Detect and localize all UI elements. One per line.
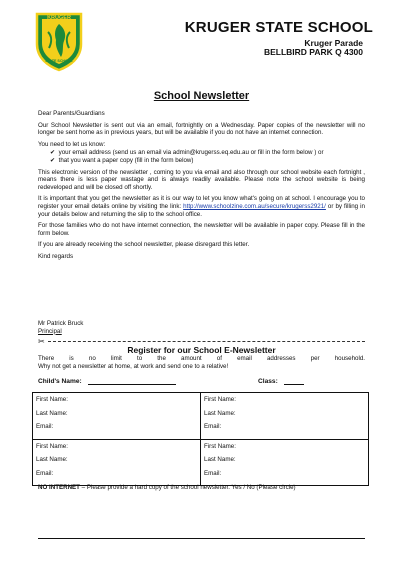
salutation: Dear Parents/Guardians [38, 110, 105, 117]
crest-text-top: KRUGER [47, 15, 71, 21]
bottom-rule [38, 538, 365, 539]
school-name: KRUGER STATE SCHOOL [184, 19, 373, 36]
register-text [38, 355, 365, 370]
class-field[interactable] [284, 384, 304, 385]
no-internet-label: NO INTERNET [38, 484, 80, 491]
form-cell[interactable] [33, 393, 201, 440]
letter-body [38, 110, 365, 265]
register-line-2: Why not get a newsletter at home, at work and send one to a relative! [38, 362, 229, 370]
checklist-item: ✔ that you want a paper copy (fill in the form below) [50, 156, 194, 164]
scissors-icon: ✂ [38, 337, 45, 346]
email-label: Email: [204, 469, 222, 477]
school-crest [34, 10, 84, 72]
first-name-label: First Name: [204, 396, 236, 403]
paragraph-register: It is important that you get the newsletter as it is our way to let you know what's going on at school. I encourage you to register your email details online by visiting the link: http://www.schoolzine.com.au/secure/krugerss2921/ or by filling in your details below and returning the slip to the school office. [38, 195, 365, 218]
crest-text-bottom: STATE SCHOOL [45, 59, 73, 63]
paragraph-intro: Our School Newsletter is sent out via an email, fortnightly on a Wednesday. Paper copies of the newsletter will no longer be sent home as in previous years, but will be available if you do not have an internet connection. [38, 121, 365, 137]
check-icon: ✔ [50, 156, 59, 164]
document-title: School Newsletter [153, 90, 250, 102]
first-name-label: First Name: [36, 396, 68, 403]
registration-link[interactable]: http://www.schoolzine.com.au/secure/krugerss2921/ [183, 202, 326, 210]
no-internet-line [38, 484, 296, 491]
checklist-item: ✔ your email address (send us an email via admin@krugerss.eq.edu.au or fill in the form below ) or [50, 149, 324, 157]
last-name-label: Last Name: [36, 409, 68, 417]
register-line-1: There is no limit to the amount of email addresses per household. [38, 355, 365, 362]
address-line-1: Kruger Parade [304, 38, 363, 48]
last-name-label: Last Name: [204, 456, 236, 463]
registration-form [32, 392, 369, 486]
no-internet-text: – Please provide a hard copy of the school newsletter. Yes / No (Please circle) [79, 484, 296, 491]
need-to-know: You need to let us know: [38, 140, 106, 148]
child-name-field[interactable] [88, 384, 176, 385]
paragraph-no-internet: For those families who do not have internet connection, the newsletter will be available in paper copy. Please fill in the form below. [38, 222, 365, 237]
form-cell[interactable] [201, 393, 369, 440]
first-name-label: First Name: [36, 442, 68, 450]
signer-role: Principal [38, 327, 62, 335]
register-title: Register for our School E-Newsletter [127, 345, 276, 355]
email-label: Email: [36, 469, 54, 477]
last-name-label: Last Name: [204, 409, 236, 417]
dashed-divider [48, 341, 365, 342]
class-label-wrap [258, 378, 304, 385]
first-name-label: First Name: [204, 442, 236, 450]
address-line-2: BELLBIRD PARK Q 4300 [263, 47, 363, 57]
form-cell[interactable] [201, 439, 369, 486]
child-name-label: Child's Name: [38, 378, 82, 385]
kind-regards: Kind regards [38, 252, 74, 260]
class-label: Class: [258, 378, 278, 385]
signature-block [38, 320, 83, 335]
check-icon: ✔ [50, 149, 59, 157]
form-cell[interactable] [33, 439, 201, 486]
last-name-label: Last Name: [36, 456, 68, 463]
email-label: Email: [204, 423, 222, 430]
email-label: Email: [36, 423, 54, 430]
child-row [38, 378, 365, 385]
paragraph-disregard: If you are already receiving the school newsletter, please disregard this letter. [38, 241, 250, 249]
signer-name: Mr Patrick Bruck [38, 320, 84, 327]
paragraph-electronic: This electronic version of the newsletter , coming to you via email and also through our school website each fortnight , means there is less paper wastage and is always readily available. Please note the school website is being redeveloped and will be closed off shortly. [38, 168, 365, 191]
